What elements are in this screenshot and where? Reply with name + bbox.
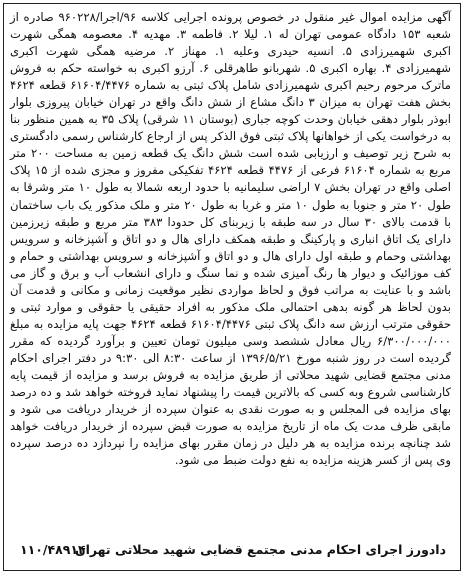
issuer-signature: دادورز اجرای احکام مدنی مجتمع قضایی شهید محلاتی تهران — [74, 542, 446, 557]
notice-body — [4, 4, 460, 469]
auction-notice — [3, 3, 461, 571]
notice-code: ۱۱۰/۴۸۹۱۴ — [20, 542, 86, 557]
notice-paragraph: آگهی مزایده اموال غیر منقول در خصوص پرونده اجرایی کلاسه ۹۶/اجرا/۹۶۰۲۲۸ صادره از شعبه ۱۵۳ دادگاه عمومی تهران له ۱. لیلا ۲. فاطمه ۳. مهدیه ۴. معصومه همگی شهرت اکبری شهمیرزادی ۵. انسیه حیدری وعلیه ۱. مهناز ۲. مرضیه همگی شهرت اکبری شهمیرزادی ۴. بهاره اکبری ۵. شهربانو طاهرقلی ۶. آرزو اکبری به خواسته حکم به فروش ماترک مرحوم رحیم اکبری شهمیرزادی شامل پلاک ثبتی به شماره ۶۱۶۰۴/۴۴۷۶ قطعه ۴۶۲۴ بخش هفت تهران به میزان ۳ دانگ مشاع از شش دانگ واقع در تهران خیابان پیروزی بلوار ابوذر بلوار دهقی خیابان وحدت کوچه جباری (بوستان ۱۱ شرقی) پلاک ۳۵ به همین منظور بنا به درخواست یکی از خواهانها پلاک ثبتی فوق الذکر پس از ارجاع کارشناس رسمی دادگستری به شرح زیر توصیف و ارزیابی شده است شش دانگ یک قطعه زمین به مساحت ۲۰۰ متر مربع به شماره ۶۱۶۰۴ فرعی از ۴۴۷۶ قطعه ۴۶۲۴ تفکیکی مفروز و مجزی شده از ۱۵ پلاک اصلی واقع در تهران بخش ۷ اراضی سلیمانیه با حدود اربعه شمالا به طول ۱۰ متر وشرقا به طول ۲۰ متر و جنوبا به طول ۱۰ متر و غربا به طول ۲۰ متر و ملک مذکور یک باب ساختمان با قدمت بالای ۳۰ سال در سه طبقه با زیربنای کل حدودا ۳۸۳ متر مربع و طبقه زیرزمین دارای یک اتاق انباری و پارکینگ و طبقه همکف دارای هال و دو اتاق و آشپزخانه و سرویس بهداشتی وحمام و طبقه اول دارای هال و دو اتاق و آشپزخانه و سرویس بهداشتی و حمام و کف موزائیک و دیوار ها رنگ آمیزی شده و نما سنگ و دارای انشعاب آب و برق و گاز می باشد و با عنایت به مراتب فوق و لحاظ مواردی نظیر موقعیت زمانی و مکانی و قدمت آن بدون لحاظ هر گونه بدهی احتمالی ملک مذکور به افراد حقیقی یا حقوقی و موارد ثبتی و حقوقی مترتب ارزش سه دانگ پلاک ثبتی ۶۱۶۰۴/۴۴۷۶ قطعه ۴۶۲۴ جهت پایه مزایده به مبلغ ۶/۳۰۰/۰۰۰/۰۰۰ ریال معادل ششصد وسی میلیون تومان تعیین و برآورد گردیده که مقرر گردیده است در روز شنبه مورخ ۱۳۹۶/۵/۲۱ از ساعت ۸:۳۰ الی ۹:۳۰ در دفتر اجرای احکام مدنی مجتمع قضایی شهید محلاتی از طریق مزایده به فروش برسد و مزایده از قیمت پایه کارشناسی شروع وبه کسی که بالاترین قیمت را پیشنهاد نماید فروخته خواهد شد و ده درصد بهای مزایده فی المجلس و به صورت نقدی به عنوان سپرده از خریدار دریافت می شود و مابقی ظرف مدت یک ماه از تاریخ مزایده به صورت قبض سپرده از خریدار دریافت خواهد شد چنانچه برنده مزایده به هر دلیل در زمان مقرر بهای مزایده را نپردازد ده درصد سپرده وی پس از کسر هزینه مزایده به نفع دولت ضبط می شود. — [10, 10, 452, 468]
notice-footer — [4, 542, 460, 562]
